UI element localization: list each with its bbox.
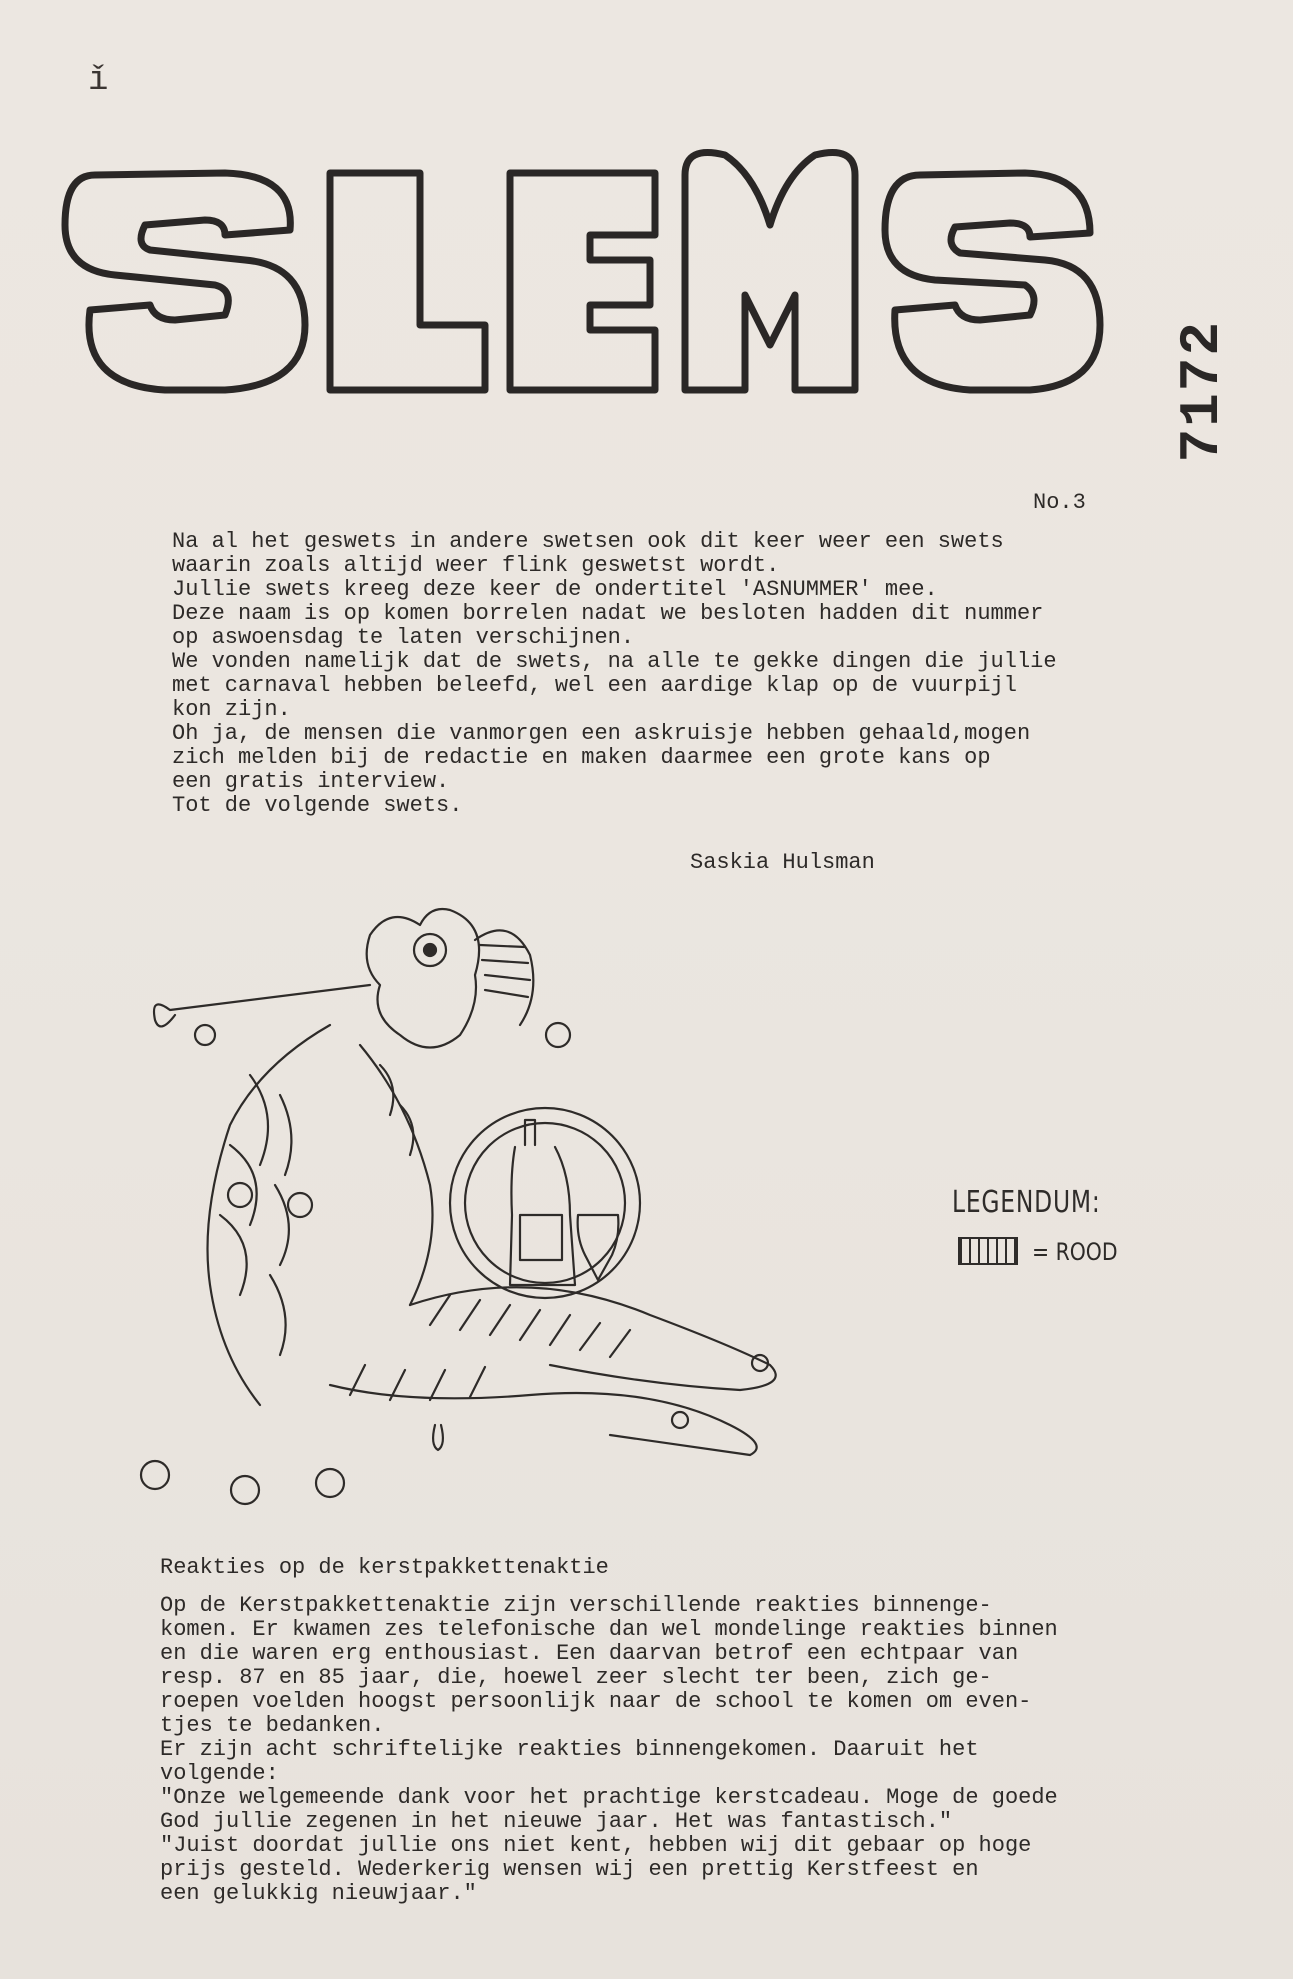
logo-letter-e [510, 173, 655, 390]
issue-number: No.3 [1033, 490, 1086, 515]
legend-label: = ROOD [1032, 1238, 1118, 1266]
logo-letter-s2 [885, 173, 1100, 390]
article-title: Reakties op de kerstpakkettenaktie [160, 1555, 609, 1580]
carnival-jester-drawing [130, 885, 850, 1515]
article-body: Op de Kerstpakkettenaktie zijn verschillende reakties binnenge- komen. Er kwamen zes telefonische dan wel mondelinge reakties binnen en die waren erg enthousiast. Een daarvan betrof een echtpaar van resp. 87 en 85 jaar, die, hoewel zeer slecht ter been, zich ge- roepen voelden hoogst persoonlijk naar de school te komen om even- tjes te bedanken. Er zijn acht schriftelijke reakties binnengekomen. Daaruit het volgende: "Onze welgemeende dank voor het prachtige kerstcadeau. Moge de goede God jullie zegenen in het nieuwe jaar. Het was fantastisch." "Juist doordat jullie ons niet kent, hebben wij dit gebaar op hoge prijs gesteld. Wederkerig wensen wij een prettig Kerstfeest en een gelukkig nieuwjaar." [160, 1593, 1058, 1906]
author-signature: Saskia Hulsman [690, 850, 875, 875]
legend-red-swatch [958, 1237, 1018, 1265]
intro-text: Na al het geswets in andere swetsen ook dit keer weer een swets waarin zoals altijd weer flink geswetst wordt. Jullie swets kreeg deze keer de ondertitel 'ASNUMMER' mee. Deze naam is op komen borrelen nadat we besloten hadden dit nummer op aswoensdag te laten verschijnen. We vonden namelijk dat de swets, na alle te gekke dingen die jullie met carnaval hebben beleefd, wel een aardige klap op de vuurpijl kon zijn. Oh ja, de mensen die vanmorgen een askruisje hebben gehaald,mogen zich melden bij de redactie en maken daarmee een grote kans op een gratis interview. Tot de volgende swets. [172, 529, 1057, 818]
masthead-logo [55, 135, 1105, 415]
logo-letter-m [685, 153, 855, 391]
staple-mark: ǐ [88, 62, 109, 100]
logo-letter-s1 [65, 173, 305, 390]
legend-title: LEGENDUM: [952, 1185, 1101, 1220]
side-issue-number: 7172 [1170, 320, 1234, 463]
logo-letter-l [330, 173, 485, 390]
